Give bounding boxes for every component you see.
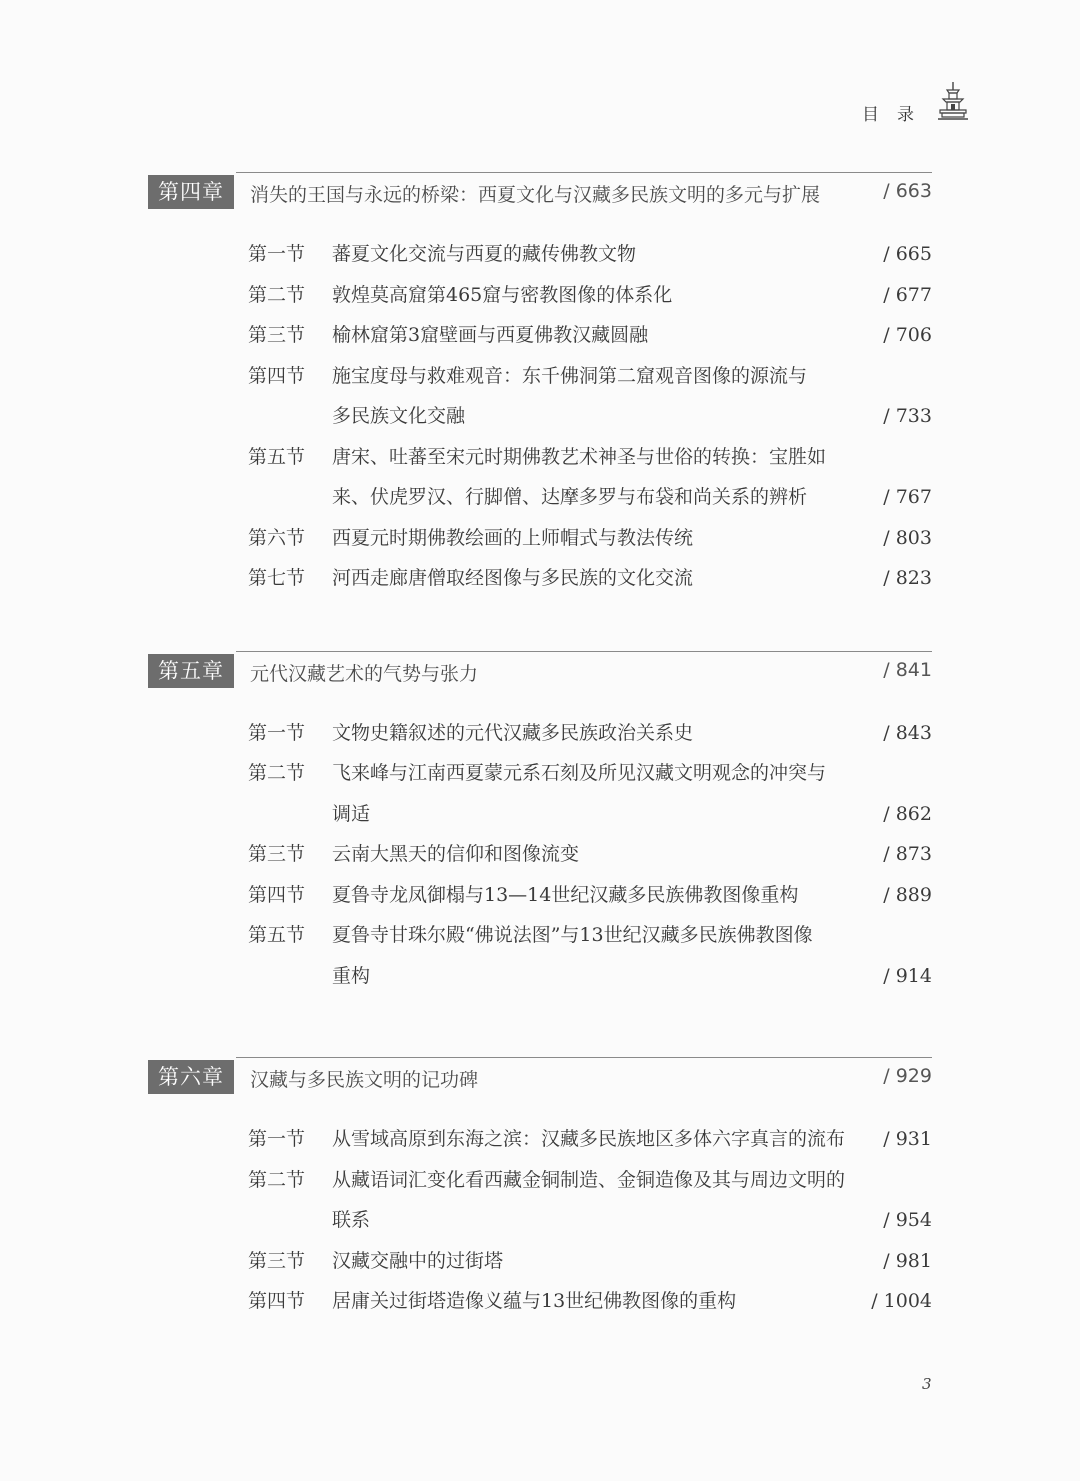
section-page: / 981 xyxy=(883,1250,932,1272)
pagoda-icon xyxy=(938,82,968,120)
section-number: 第五节 xyxy=(248,924,306,946)
chapter-title: 元代汉藏艺术的气势与张力 xyxy=(250,663,479,685)
section-number: 第五节 xyxy=(248,446,306,468)
toc-entry xyxy=(248,1160,932,1200)
toc-entry xyxy=(248,518,932,558)
section-page: / 931 xyxy=(883,1128,932,1150)
page-number: 3 xyxy=(922,1375,932,1393)
section-number: 第一节 xyxy=(248,722,306,744)
section-title: 西夏元时期佛教绘画的上师帽式与教法传统 xyxy=(332,527,694,549)
toc-entry xyxy=(248,834,932,874)
chapter-rule xyxy=(236,1057,932,1058)
toc-entry xyxy=(248,315,932,355)
section-title: 云南大黑天的信仰和图像流变 xyxy=(332,843,580,865)
section-number: 第一节 xyxy=(248,1128,306,1150)
toc-entry xyxy=(248,713,932,753)
section-page: / 706 xyxy=(883,324,932,346)
section-title: 敦煌莫高窟第465窟与密教图像的体系化 xyxy=(332,284,673,306)
chapter-page: / 841 xyxy=(883,659,932,681)
section-page: / 862 xyxy=(883,803,932,825)
section-page: / 954 xyxy=(883,1209,932,1231)
chapter-heading xyxy=(148,172,932,210)
toc-entry xyxy=(248,356,932,396)
toc-entry-continuation xyxy=(248,477,932,517)
toc-entry xyxy=(248,437,932,477)
section-title-cont: 调适 xyxy=(332,803,371,825)
toc-entry xyxy=(248,1241,932,1281)
section-number: 第三节 xyxy=(248,843,306,865)
section-title-cont: 重构 xyxy=(332,965,371,987)
section-number: 第三节 xyxy=(248,324,306,346)
section-number: 第三节 xyxy=(248,1250,306,1272)
section-title: 文物史籍叙述的元代汉藏多民族政治关系史 xyxy=(332,722,694,744)
toc-entry xyxy=(248,275,932,315)
section-number: 第二节 xyxy=(248,284,306,306)
section-number: 第四节 xyxy=(248,884,306,906)
section-number: 第四节 xyxy=(248,1290,306,1312)
toc-entry xyxy=(248,753,932,793)
section-title: 河西走廊唐僧取经图像与多民族的文化交流 xyxy=(332,567,694,589)
chapter-title: 汉藏与多民族文明的记功碑 xyxy=(250,1069,479,1091)
section-page: / 677 xyxy=(883,284,932,306)
section-number: 第六节 xyxy=(248,527,306,549)
section-title: 汉藏交融中的过街塔 xyxy=(332,1250,504,1272)
section-page: / 733 xyxy=(883,405,932,427)
section-title-cont: 来、伏虎罗汉、行脚僧、达摩多罗与布袋和尚关系的辨析 xyxy=(332,486,808,508)
section-title: 夏鲁寺甘珠尔殿“佛说法图”与13世纪汉藏多民族佛教图像 xyxy=(332,924,813,946)
section-page: / 767 xyxy=(883,486,932,508)
toc-entry-continuation xyxy=(248,396,932,436)
toc-entry xyxy=(248,558,932,598)
section-title: 夏鲁寺龙凤御榻与13—14世纪汉藏多民族佛教图像重构 xyxy=(332,884,799,906)
section-title: 唐宋、吐蕃至宋元时期佛教艺术神圣与世俗的转换：宝胜如 xyxy=(332,446,827,468)
toc-entry xyxy=(248,875,932,915)
chapter-page: / 929 xyxy=(883,1065,932,1087)
section-page: / 823 xyxy=(883,567,932,589)
section-page: / 803 xyxy=(883,527,932,549)
section-number: 第七节 xyxy=(248,567,306,589)
running-header: 目录 xyxy=(862,105,932,125)
section-number: 第二节 xyxy=(248,1169,306,1191)
toc-entry xyxy=(248,1281,932,1321)
toc-entry xyxy=(248,1119,932,1159)
section-number: 第二节 xyxy=(248,762,306,784)
section-page: / 1004 xyxy=(871,1290,932,1312)
section-title: 从雪域高原到东海之滨：汉藏多民族地区多体六字真言的流布 xyxy=(332,1128,846,1150)
section-page: / 914 xyxy=(883,965,932,987)
chapter-heading xyxy=(148,651,932,689)
chapter-heading xyxy=(148,1057,932,1095)
toc-entry-continuation xyxy=(248,1200,932,1240)
chapter-rule xyxy=(236,172,932,173)
chapter-page: / 663 xyxy=(883,180,932,202)
section-title-cont: 联系 xyxy=(332,1209,371,1231)
section-page: / 843 xyxy=(883,722,932,744)
toc-entry-continuation xyxy=(248,794,932,834)
section-title: 从藏语词汇变化看西藏金铜制造、金铜造像及其与周边文明的 xyxy=(332,1169,846,1191)
section-page: / 889 xyxy=(883,884,932,906)
chapter-title: 消失的王国与永远的桥梁：西夏文化与汉藏多民族文明的多元与扩展 xyxy=(250,184,821,206)
toc-entry-continuation xyxy=(248,956,932,996)
section-title: 榆林窟第3窟壁画与西夏佛教汉藏圆融 xyxy=(332,324,649,346)
section-page: / 665 xyxy=(883,243,932,265)
section-page: / 873 xyxy=(883,843,932,865)
toc-entry xyxy=(248,915,932,955)
section-title: 飞来峰与江南西夏蒙元系石刻及所见汉藏文明观念的冲突与 xyxy=(332,762,827,784)
chapter-rule xyxy=(236,651,932,652)
chapter-label: 第六章 xyxy=(148,1060,234,1094)
section-number: 第一节 xyxy=(248,243,306,265)
chapter-label: 第五章 xyxy=(148,654,234,688)
section-title-cont: 多民族文化交融 xyxy=(332,405,466,427)
section-title: 蕃夏文化交流与西夏的藏传佛教文物 xyxy=(332,243,637,265)
section-number: 第四节 xyxy=(248,365,306,387)
section-title: 居庸关过街塔造像义蕴与13世纪佛教图像的重构 xyxy=(332,1290,737,1312)
toc-entry xyxy=(248,234,932,274)
chapter-label: 第四章 xyxy=(148,175,234,209)
section-title: 施宝度母与救难观音：东千佛洞第二窟观音图像的源流与 xyxy=(332,365,808,387)
